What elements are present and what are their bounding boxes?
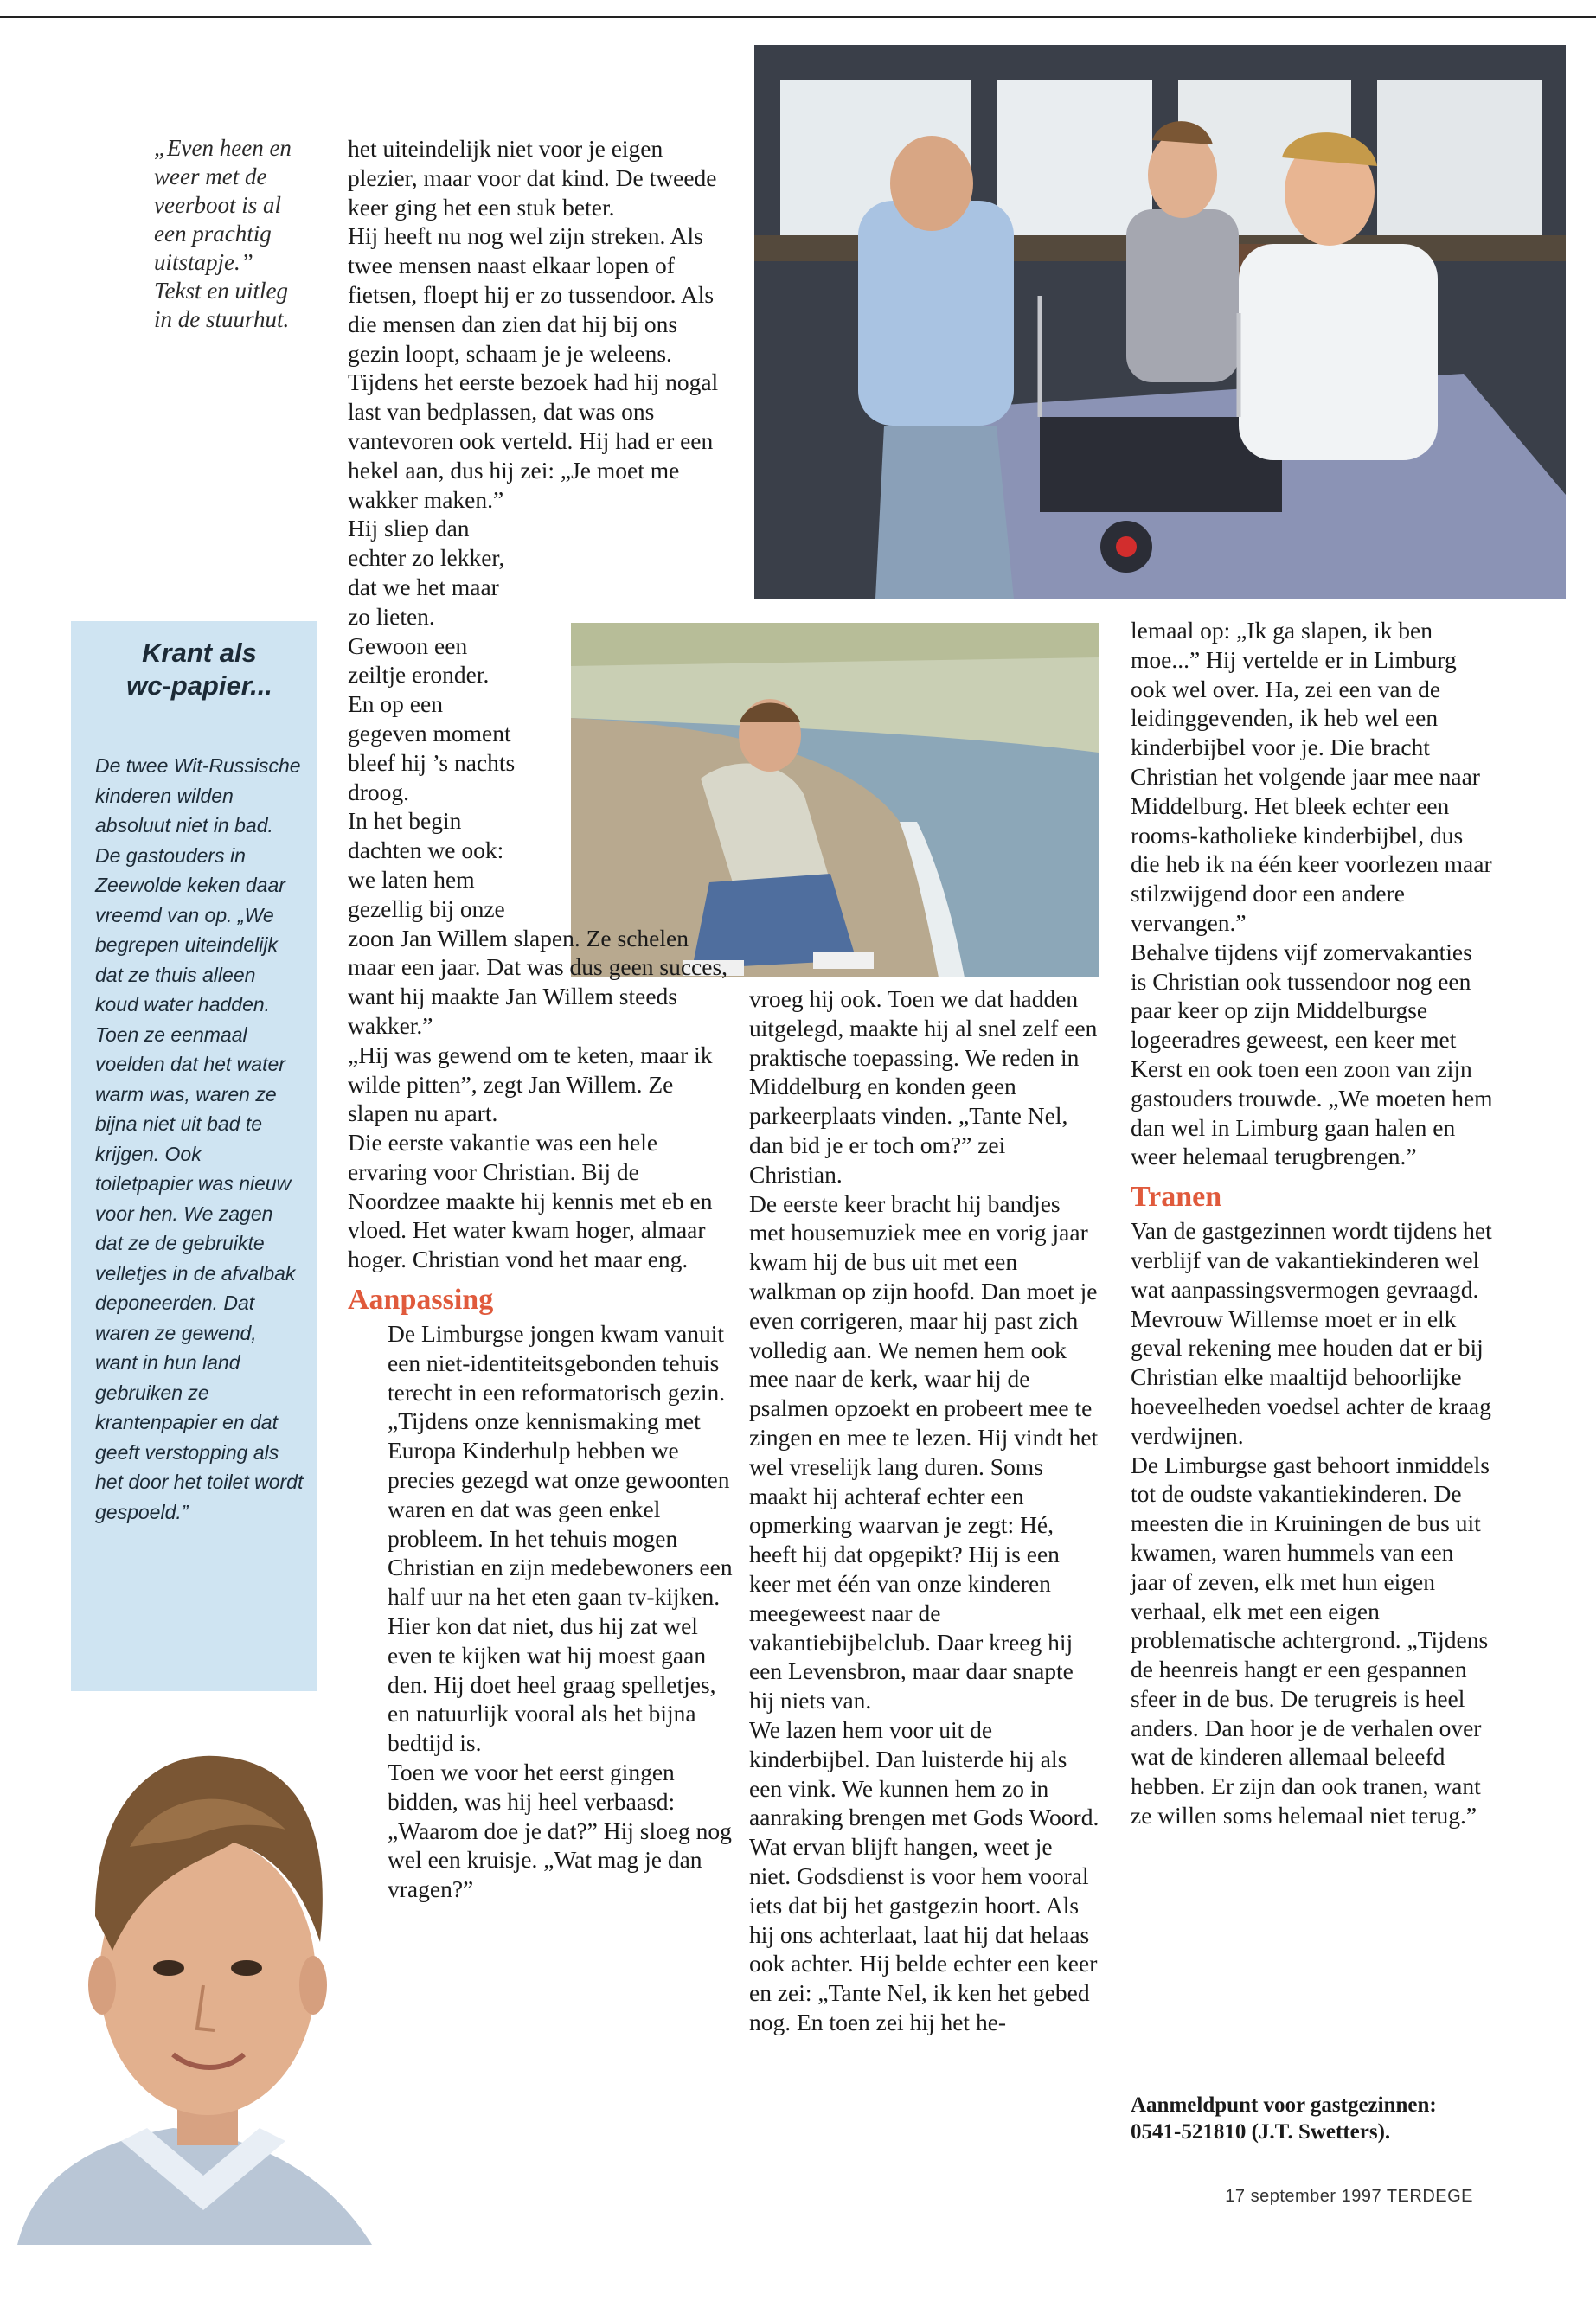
- paragraph: [348, 221, 733, 514]
- paragraph: De Limburgse jongen kwam vanuit een niet-identiteitsgebonden tehuis terecht in een reformatorisch gezin. „Tijdens onze kennismaking met Europa Kinderhulp hebben we precies gezegd wat onze gewoonten waren en dat was geen enkel probleem. In het tehuis mogen Christian en zijn medebewoners een half uur na het eten gaan tv-kijken. Hier kon dat niet, dus hij zat wel even te kijken wat hij moest gaan den. Hij doet heel graag spelletjes, en natuurlijk vooral als het bijna bedtijd is.: [388, 1320, 733, 1757]
- sidebar-title-line: Krant als: [142, 638, 257, 668]
- article-column-2: [348, 134, 733, 2089]
- paragraph: In het begin dachten we ook: we laten hem gezellig bij onze zoon Jan Willem slapen. Ze schelen maar een jaar. Dat was dus geen succes, want hij maakte Jan Willem steeds wakker.”: [348, 807, 728, 1039]
- section-heading-tranen: Tranen: [1131, 1181, 1222, 1214]
- boy-portrait-photo: [0, 1691, 407, 2245]
- sidebar-title: [95, 637, 304, 702]
- paragraph: „Hij was gewend om te keten, maar ik wilde pitten”, zegt Jan Willem. Ze slapen nu apart.: [348, 1041, 713, 1127]
- caption-line: Tekst en uitleg: [154, 278, 288, 304]
- paragraph: het uiteindelijk niet voor je eigen plezier, maar voor dat kind. De tweede keer ging het een stuk beter.: [348, 135, 717, 221]
- caption-line: in de stuurhut.: [154, 306, 290, 332]
- caption-line: „Even heen en: [154, 135, 292, 161]
- portrait-spacer: [348, 1466, 388, 2089]
- sidebar-body: De twee Wit-Russische kinderen wilden absoluut niet in bad. De gastouders in Zeewolde keken daar vreemd van op. „We begrepen uiteindelijk dat ze thuis alleen koud water hadden. Toen ze eenmaal voelden dat het water warm was, waren ze bijna niet uit bad te krijgen. Ook toiletpapier was nieuw voor hen. We zagen dat ze de gebruikte velletjes in de afvalbak deponeerden. Dat waren ze gewend, want in hun land gebruiken ze krantenpapier en dat geeft verstopping als het door het toilet wordt gespoeld.”: [95, 754, 304, 1523]
- paragraph: De eerste keer bracht hij bandjes met housemuziek mee en vorig jaar kwam hij de bus uit met een walkman op zijn hoofd. Dan moet je even corrigeren, maar hij past zich volledig aan. We nemen hem ook mee naar de kerk, waar hij de psalmen opzoekt en probeert mee te zingen en mee te lezen. Hij vindt het wel vreselijk lang duren. Soms maakt hij achteraf echter een opmerking waarvan je zegt: Hé, heeft hij dat opgepikt? Hij is een keer met één van onze kinderen meegeweest naar de vakantiebijbelclub. Daar kreeg hij een Levensbron, maar daar snapte hij niets van.: [749, 1189, 1099, 1715]
- section-heading-aanpassing: Aanpassing: [348, 1284, 494, 1317]
- sidebar-title-line: wc-papier...: [126, 670, 272, 701]
- paragraph: Van de gastgezinnen wordt tijdens het verblijf van de vakantiekinderen wel wat aanpassingsvermogen gevraagd. Mevrouw Willemse moet er in elk geval rekening mee houden dat er bij Christian elke maaltijd behoorlijke hoeveelheden voedsel achter de kraag verdwijnen.: [1131, 1217, 1492, 1449]
- article-column-4: [1131, 616, 1494, 1830]
- caption-line: uitstapje.”: [154, 249, 253, 275]
- page-footer: 17 september 1997 TERDEGE: [1225, 2187, 1473, 2206]
- paragraph: We lazen hem voor uit de kinderbijbel. Dan luisterde hij als een vink. We kunnen hem zo in aanraking brengen met Gods Woord. Wat ervan blijft hangen, weet je niet. Godsdienst is voor hem vooral iets dat bij het gastgezin hoort. Als hij ons achterlaat, laat hij dat helaas ook achter. Hij belde echter een keer en zei: „Tante Nel, ik ken het gebed nog. En toen zei hij het he-: [749, 1715, 1099, 2035]
- paragraph-text: Hij heeft nu nog wel zijn streken. Als twee mensen naast elkaar lopen of fietsen, floept hij er zo tussendoor. Als die mensen dan zien dat hij bij ons gezin loopt, schaam je je weleens. Tijdens het eerste bezoek had hij nogal last van bedplassen, dat was ons vantevoren ook verteld. Hij had er een hekel aan, dus hij zei: „Je moet me wakker maken.”: [348, 222, 719, 513]
- article-column-3: [749, 984, 1099, 2037]
- beach-photo-spacer: [516, 514, 733, 894]
- paragraph: Die eerste vakantie was een hele ervaring voor Christian. Bij de Noordzee maakte hij kennis met eb en vloed. Het water kwam hoger, almaar hoger. Christian vond het maar eng.: [348, 1129, 713, 1273]
- photo-caption: [154, 134, 327, 334]
- paragraph: vroeg hij ook. Toen we dat hadden uitgelegd, maakte hij al snel zelf een praktische toepassing. We reden in Middelburg en konden geen parkeerplaats vinden. „Tante Nel, dan bid je er toch om?” zei Christian.: [749, 985, 1098, 1188]
- paragraph: De Limburgse gast behoort inmiddels tot de oudste vakantiekinderen. De meesten die in Kruiningen de bus uit kwamen, waren hummels van een jaar of zeven, elk met hun eigen verhaal, elk met een eigen problematische achtergrond. „Tijdens de heenreis hangt er een gespannen sfeer in de bus. De terugreis is heel anders. Dan hoor je de verhalen over wat de kinderen allemaal beleefd hebben. Er zijn dan ook tranen, want ze willen soms helemaal niet terug.”: [1131, 1451, 1490, 1830]
- caption-line: weer met de: [154, 163, 267, 189]
- sidebar-box: [71, 621, 317, 1791]
- paragraph: Hij sliep dan echter zo lekker, dat we het maar zo lieten. Gewoon een zeiltje eronder. En op een gegeven moment bleef hij ’s nachts droog.: [348, 515, 516, 805]
- paragraph: lemaal op: „Ik ga slapen, ik ben moe...” Hij vertelde er in Limburg ook wel over. Ha, zei een van de leidinggevenden, ik heb wel een kinderbijbel voor je. Die bracht Christian het volgende jaar mee naar Middelburg. Het bleek echter een rooms-katholieke kinderbijbel, dus die heb ik na één keer voorlezen maar stilzwijgend door een andere vervangen.”: [1131, 617, 1492, 936]
- paragraph: Toen we voor het eerst gingen bidden, was hij heel verbaasd: „Waarom doe je dat?” Hij sloeg nog wel een kruisje. „Wat mag je dan vragen?”: [388, 1759, 732, 1903]
- paragraph: Behalve tijdens vijf zomervakanties is Christian ook tussendoor nog een paar keer op zijn Middelburgse logeeradres geweest, een keer met Kerst en ook toen een zoon van zijn gastouders trouwde. „We moeten hem dan wel in Limburg gaan halen en weer helemaal terugbrengen.”: [1131, 938, 1493, 1170]
- caption-line: een prachtig: [154, 221, 272, 247]
- credit-line: 0541-521810 (J.T. Swetters).: [1131, 2120, 1391, 2144]
- caption-line: veerboot is al: [154, 192, 281, 218]
- signup-credit: [1131, 2092, 1437, 2145]
- ship-bridge-photo: [754, 45, 1566, 599]
- top-rule: [0, 16, 1596, 18]
- credit-line: Aanmeldpunt voor gastgezinnen:: [1131, 2093, 1437, 2117]
